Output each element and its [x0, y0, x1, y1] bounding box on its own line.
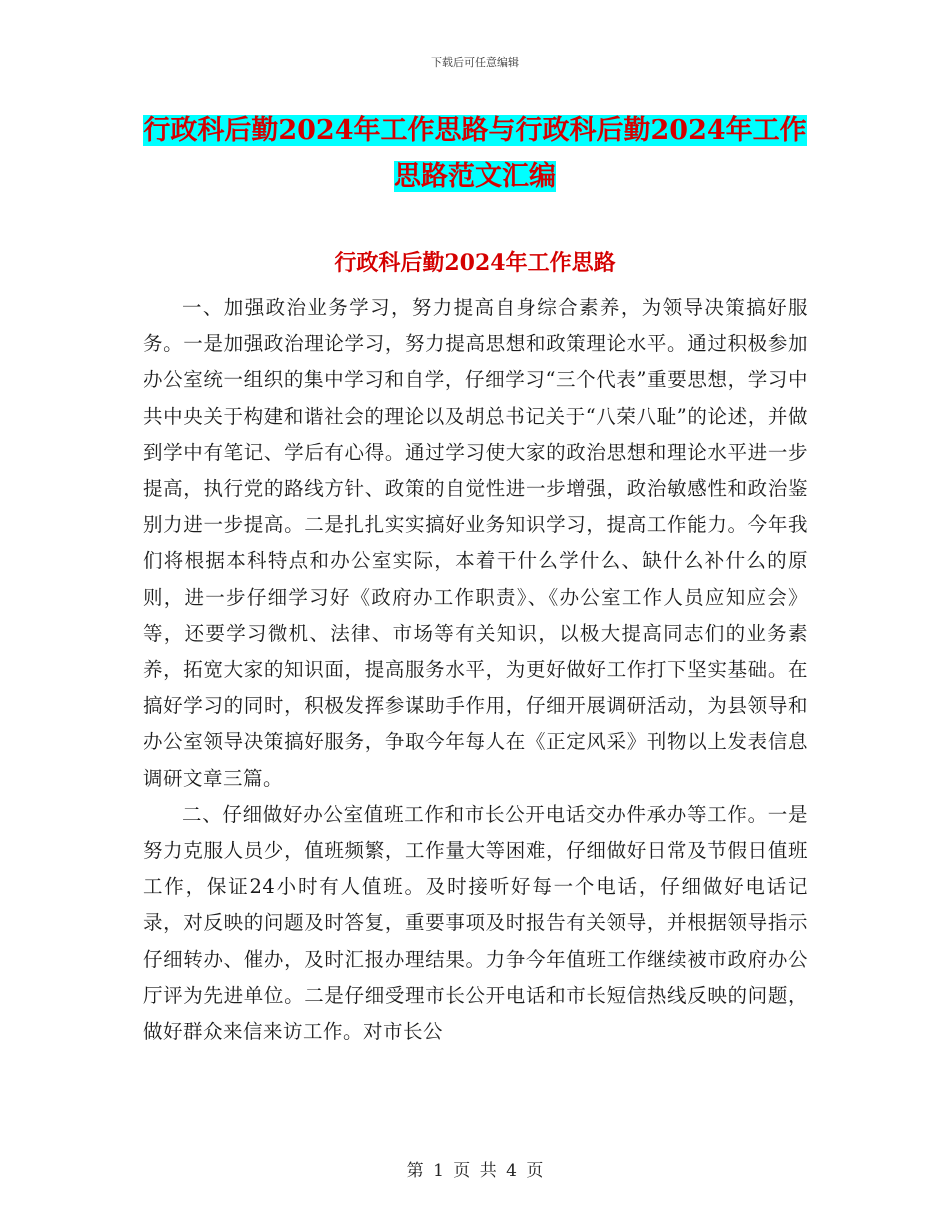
page-number: 第 1 页 共 4 页: [406, 1161, 544, 1181]
section-title: 行政科后勤2024年工作思路: [334, 250, 616, 276]
paragraph: 一、加强政治业务学习，努力提高自身综合素养，为领导决策搞好服务。一是加强政治理论学习，努力提高思想和政策理论水平。通过积极参加办公室统一组织的集中学习和自学，仔细学习“三个代表”重要思想，学习中共中央关于构建和谐社会的理论以及胡总书记关于“八荣八耻”的论述，并做到学中有笔记、学后有心得。通过学习使大家的政治思想和理论水平进一步提高，执行党的路线方针、政策的自觉性进一步增强，政治敏感性和政治鉴别力进一步提高。二是扎扎实实搞好业务知识学习，提高工作能力。今年我们将根据本科特点和办公室实际，本着干什么学什么、缺什么补什么的原则，进一步仔细学习好《政府办工作职责》、《办公室工作人员应知应会》等，还要学习微机、法律、市场等有关知识，以极大提高同志们的业务素养，拓宽大家的知识面，提高服务水平，为更好做好工作打下坚实基础。在搞好学习的同时，积极发挥参谋助手作用，仔细开展调研活动，为县领导和办公室领导决策搞好服务，争取今年每人在《正定风采》刊物以上发表信息调研文章三篇。: [143, 296, 808, 790]
header-note: 下载后可任意编辑: [431, 56, 519, 69]
document-body: [143, 290, 808, 1050]
document-title-text: 行政科后勤2024年工作思路与行政科后勤2024年工作思路范文汇编: [143, 115, 807, 192]
paragraph: 二、仔细做好办公室值班工作和市长公开电话交办件承办等工作。一是努力克服人员少，值班频繁，工作量大等困难，仔细做好日常及节假日值班工作，保证24小时有人值班。及时接听好每一个电话，仔细做好电话记录，对反映的问题及时答复，重要事项及时报告有关领导，并根据领导指示仔细转办、催办，及时汇报办理结果。力争今年值班工作继续被市政府办公厅评为先进单位。二是仔细受理市长公开电话和市长短信热线反映的问题，做好群众来信来访工作。对市长公: [143, 802, 808, 1044]
document-title: [140, 108, 810, 200]
